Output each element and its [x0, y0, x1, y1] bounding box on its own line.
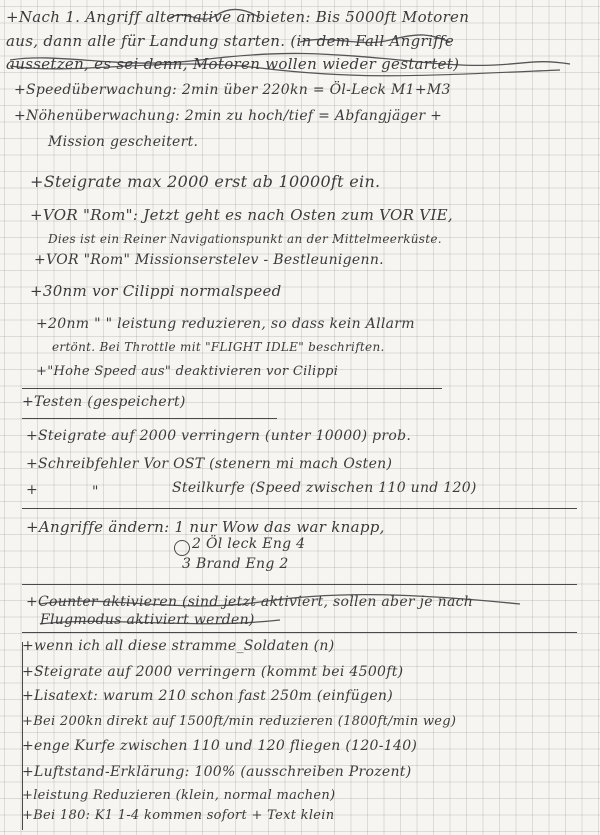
- note-line: +Steigrate max 2000 erst ab 10000ft ein.: [30, 172, 381, 191]
- note-line: +: [26, 482, 39, 498]
- note-line: +wenn ich all diese stramme_Soldaten (n): [22, 638, 335, 654]
- note-line: +Nöhenüberwachung: 2min zu hoch/tief = Abfangjäger +: [14, 108, 443, 124]
- note-line: +leistung Reduzieren (klein, normal machen): [22, 788, 336, 803]
- note-line: aussetzen, es sei denn, Motoren wollen wieder gestartet): [6, 55, 460, 73]
- note-line: +Angriffe ändern: 1 nur Wow das war knapp,: [26, 518, 385, 536]
- note-line: Dies ist ein Reiner Navigationspunkt an der Mittelmeerküste.: [48, 232, 442, 246]
- ditto-mark: ": [92, 484, 99, 500]
- note-line: +20nm " " leistung reduzieren, so dass kein Allarm: [36, 316, 415, 332]
- note-line: +Counter aktivieren (sind jetzt aktiviert, sollen aber je nach: [26, 594, 474, 610]
- note-line: +Bei 180: K1 1-4 kommen sofort + Text klein: [22, 808, 335, 823]
- note-line: +"Hohe Speed aus" deaktivieren vor Cilippi: [36, 364, 339, 379]
- section-divider: [22, 632, 577, 633]
- section-divider: [22, 508, 577, 509]
- section-divider: [22, 388, 442, 389]
- note-line: +Testen (gespeichert): [22, 394, 186, 410]
- note-line: +Schreibfehler Vor OST (stenern mi mach Osten): [26, 456, 393, 472]
- section-divider: [22, 418, 277, 419]
- note-line: Steilkurfe (Speed zwischen 110 und 120): [172, 480, 477, 496]
- note-line: Mission gescheitert.: [48, 134, 199, 150]
- note-line: +enge Kurfe zwischen 110 und 120 fliegen (120-140): [22, 738, 418, 754]
- note-line: 3 Brand Eng 2: [182, 556, 289, 572]
- note-line: Flugmodus aktiviert werden): [40, 612, 255, 628]
- note-line: +Steigrate auf 2000 verringern (kommt bei 4500ft): [22, 664, 404, 680]
- note-line: +Lisatext: warum 210 schon fast 250m (einfügen): [22, 688, 394, 704]
- section-divider: [22, 584, 577, 585]
- note-line: +Nach 1. Angriff alternative anbieten: Bis 5000ft Motoren: [6, 8, 470, 26]
- note-line: aus, dann alle für Landung starten. (in dem Fall Angriffe: [6, 32, 454, 50]
- note-line: +Bei 200kn direkt auf 1500ft/min reduzieren (1800ft/min weg): [22, 714, 457, 729]
- note-line: 2 Öl leck Eng 4: [192, 536, 306, 552]
- margin-bracket: [22, 642, 23, 830]
- note-line: +Steigrate auf 2000 verringern (unter 10000) prob.: [26, 428, 412, 444]
- note-line: +30nm vor Cilippi normalspeed: [30, 282, 282, 300]
- note-line: ertönt. Bei Throttle mit "FLIGHT IDLE" beschriften.: [52, 340, 385, 354]
- circled-arrow-mark: [174, 540, 190, 556]
- note-line: +Speedüberwachung: 2min über 220kn = Öl-Leck M1+M3: [14, 82, 451, 98]
- note-line: +VOR "Rom": Jetzt geht es nach Osten zum VOR VIE,: [30, 206, 453, 224]
- note-line: +Luftstand-Erklärung: 100% (ausschreiben Prozent): [22, 764, 412, 780]
- note-line: +VOR "Rom" Missionserstelev - Bestleunigenn.: [34, 252, 384, 268]
